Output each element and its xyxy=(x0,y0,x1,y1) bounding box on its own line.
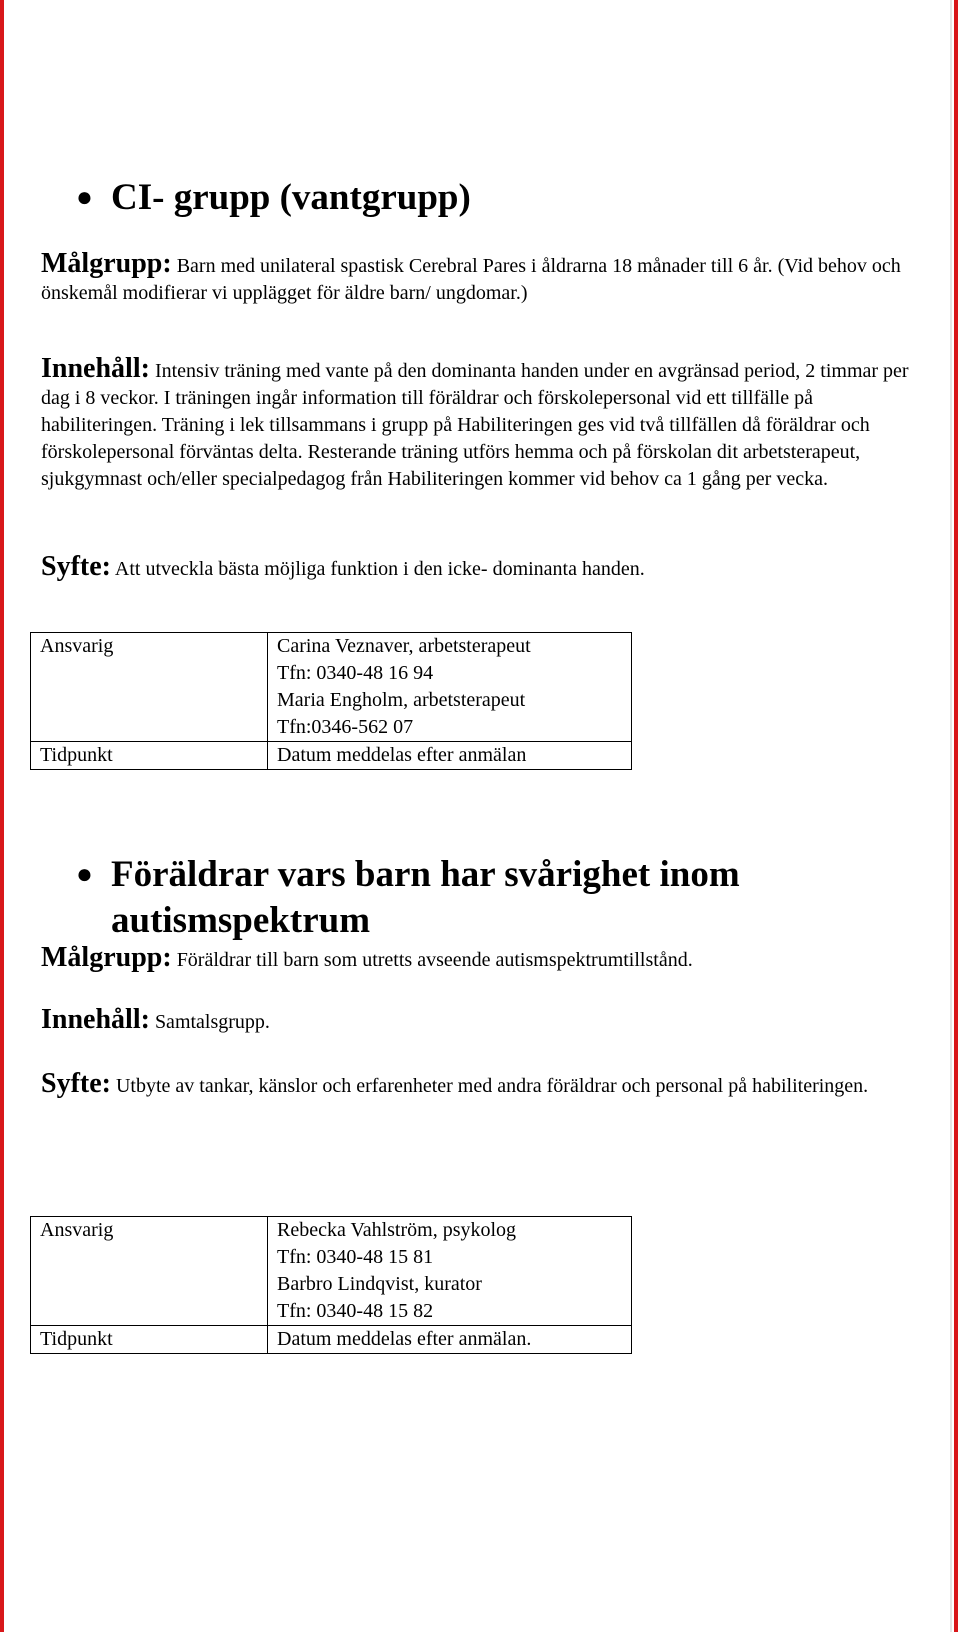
bullet-icon: ● xyxy=(76,182,93,213)
responsible-label: Ansvarig xyxy=(31,1217,268,1326)
table-row xyxy=(31,1217,632,1326)
content-label: Innehåll: xyxy=(41,1004,150,1035)
responsible-label: Ansvarig xyxy=(31,633,268,742)
responsible-value xyxy=(268,633,632,742)
responsible-value xyxy=(268,1217,632,1326)
purpose-text: Att utveckla bästa möjliga funktion i den icke- dominanta handen. xyxy=(114,558,645,580)
table-row xyxy=(31,742,632,770)
content-label: Innehåll: xyxy=(41,353,150,384)
responsible-line: Maria Engholm, arbetsterapeut xyxy=(277,689,526,711)
page-border-right-shadow xyxy=(950,0,952,1632)
target-group-paragraph xyxy=(41,944,921,974)
time-label: Tidpunkt xyxy=(31,742,268,770)
target-group-paragraph xyxy=(41,250,921,307)
table-row xyxy=(31,1326,632,1354)
purpose-text: Utbyte av tankar, känslor och erfarenheter med andra föräldrar och personal på habiliteringen. xyxy=(115,1075,869,1097)
content-text: Intensiv träning med vante på den dominanta handen under en avgränsad period, 2 timmar per dag i 8 veckor. I träningen ingår information till föräldrar och förskolepersonal vid ett tillfälle på habiliteringen. Träning i lek tillsammans i grupp på Habiliteringen ges vid två tillfällen då föräldrar och förskolepersonal förväntas delta. Resterande träning utförs hemma och på förskolan dit arbetsterapeut, sjukgymnast och/eller specialpedagog från Habiliteringen kommer vid behov ca 1 gång per vecka. xyxy=(41,360,909,490)
responsible-line: Carina Veznaver, arbetsterapeut xyxy=(277,635,531,657)
target-group-text: Barn med unilateral spastisk Cerebral Pares i åldrarna 18 månader till 6 år. (Vid behov och önskemål modifierar vi upplägget för äldre barn/ ungdomar.) xyxy=(41,255,901,304)
responsible-line: Tfn: 0340-48 15 81 xyxy=(277,1246,434,1268)
page-border-right xyxy=(954,0,958,1632)
responsible-line: Tfn:0346-562 07 xyxy=(277,716,414,738)
table-row xyxy=(31,633,632,742)
purpose-label: Syfte: xyxy=(41,551,111,582)
bullet-icon: ● xyxy=(76,859,93,890)
info-table xyxy=(30,1216,632,1354)
page-border-left xyxy=(0,0,4,1632)
purpose-paragraph xyxy=(41,553,921,583)
content-paragraph xyxy=(41,1006,921,1036)
time-value: Datum meddelas efter anmälan xyxy=(268,742,632,770)
target-group-label: Målgrupp: xyxy=(41,942,172,973)
target-group-label: Målgrupp: xyxy=(41,248,172,279)
section-title-ci-grupp: ● CI- grupp (vantgrupp) xyxy=(76,175,911,221)
responsible-line: Tfn: 0340-48 15 82 xyxy=(277,1300,434,1322)
responsible-line: Rebecka Vahlström, psykolog xyxy=(277,1219,517,1241)
purpose-paragraph xyxy=(41,1070,921,1100)
target-group-text: Föräldrar till barn som utretts avseende autismspektrumtillstånd. xyxy=(176,949,693,971)
responsible-line: Tfn: 0340-48 16 94 xyxy=(277,662,434,684)
content-text: Samtalsgrupp. xyxy=(154,1011,270,1033)
info-table xyxy=(30,632,632,770)
time-label: Tidpunkt xyxy=(31,1326,268,1354)
time-value: Datum meddelas efter anmälan. xyxy=(268,1326,632,1354)
purpose-label: Syfte: xyxy=(41,1068,111,1099)
content-paragraph xyxy=(41,355,921,493)
section-title-autism: ● Föräldrar vars barn har svårighet inom autismspektrum xyxy=(76,854,740,941)
responsible-line: Barbro Lindqvist, kurator xyxy=(277,1273,482,1295)
